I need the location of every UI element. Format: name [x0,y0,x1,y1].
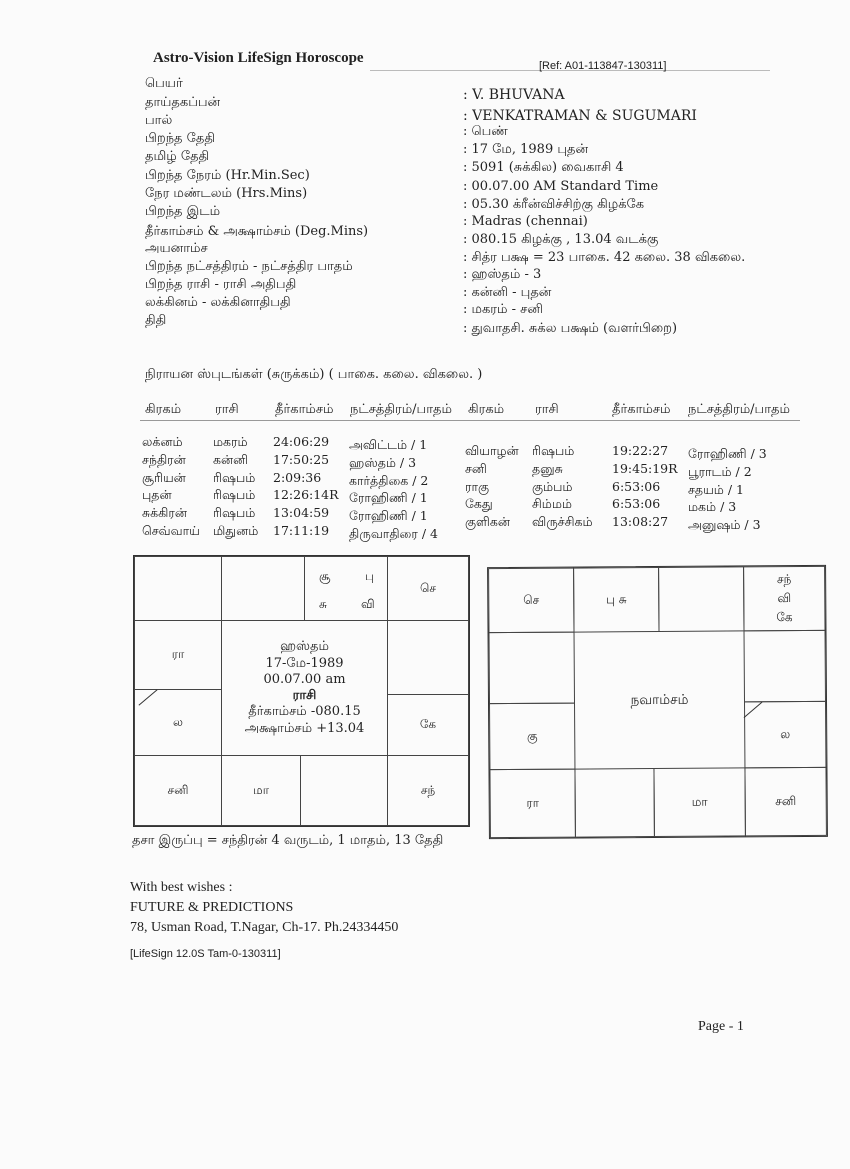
rasi-taurus-venus: சு [319,597,327,611]
right-row-2-longitude: 6:53:06 [612,478,661,494]
left-row-4-nakshatra: ரோஹிணி / 1 [349,508,428,524]
header-planet-right: கிரகம் [468,402,505,417]
detail-value-gender: : பெண் [463,124,508,139]
section-title: நிராயன ஸ்புடங்கள் (சுருக்கம்) ( பாகை. கலை. விகலை. ) [145,367,483,382]
left-row-3-longitude: 12:26:14R [273,487,339,503]
left-row-3-rasi: ரிஷபம் [213,487,256,503]
left-row-1-nakshatra: ஹஸ்தம் / 3 [349,454,417,470]
left-row-5-longitude: 17:11:19 [273,523,330,538]
right-row-2-rasi: கும்பம் [532,478,573,494]
left-row-2-planet: சூரியன் [142,469,186,485]
detail-value-tamil-date: : 5091 (சுக்கில) வைகாசி 4 [463,160,624,175]
navamsa-gemini-moon: சந் [776,571,792,586]
detail-value-name: : V. BHUVANA [463,87,565,103]
rasi-house-libra [300,755,388,826]
detail-value-parents: : VENKATRAMAN & SUGUMARI [463,108,697,124]
detail-label-ayanamsa: அயனாம்ச [145,241,208,256]
right-row-0-longitude: 19:22:27 [612,443,669,458]
rasi-house-leo: கே [387,694,469,756]
navamsa-house-sagittarius: ரா [489,769,575,839]
right-row-4-longitude: 13:08:27 [612,514,669,530]
right-row-4-rasi: விருச்சிகம் [532,514,593,530]
right-row-2-planet: ராகு [465,478,490,494]
navamsa-house-aquarius [489,632,576,705]
rasi-house-aquarius: ரா [134,620,222,690]
detail-label-lagna: லக்கினம் - லக்கினாதிபதி [145,295,291,310]
rasi-house-pisces [134,556,222,621]
detail-value-birthplace: : Madras (chennai) [463,214,588,229]
detail-value-dob: : 17 மே, 1989 புதன் [463,142,589,157]
software-version: [LifeSign 12.0S Tam-0-130311] [130,948,281,960]
reference-number: [Ref: A01-113847-130311] [539,60,667,72]
left-row-4-longitude: 13:04:59 [273,505,330,521]
rasi-center-time: 00.07.00 am [263,671,346,687]
header-nakshatra-right: நட்சத்திரம்/பாதம் [688,402,790,417]
left-row-1-planet: சந்திரன் [142,451,186,467]
rasi-house-aries [221,556,305,621]
header-longitude-right: தீர்காம்சம் [612,402,671,417]
left-row-2-longitude: 2:09:36 [273,469,322,485]
table-header-rule [140,420,800,421]
left-row-2-nakshatra: கார்த்திகை / 2 [349,472,429,488]
footer-company: FUTURE & PREDICTIONS [130,900,294,915]
left-row-0-nakshatra: அவிட்டம் / 1 [349,437,428,452]
navamsa-gemini-ketu: கே [776,610,793,625]
right-row-0-nakshatra: ரோஹிணி / 3 [688,446,767,461]
left-row-3-nakshatra: ரோஹிணி / 1 [349,490,428,506]
detail-label-timezone: நேர மண்டலம் (Hrs.Mins) [145,186,308,201]
rasi-house-gemini: செ [387,556,469,621]
navamsa-center-title: நவாம்சம் [630,691,689,708]
rasi-center-date: 17-மே-1989 [265,655,344,671]
navamsa-house-capricorn: கு [489,703,575,771]
navamsa-chart-center [575,631,745,768]
rasi-center-title: ராசி [292,688,317,703]
detail-value-lagna: : மகரம் - சனி [463,302,543,317]
left-row-5-rasi: மிதுனம் [213,523,259,538]
rasi-center-star: ஹஸ்தம் [280,639,329,655]
detail-label-tithi: திதி [145,313,167,328]
page-number: Page - 1 [698,1019,744,1034]
navamsa-house-cancer [744,630,827,703]
left-row-2-rasi: ரிஷபம் [213,469,256,485]
detail-label-gender: பால் [145,113,173,128]
right-row-2-nakshatra: சதயம் / 1 [688,481,744,497]
left-row-5-nakshatra: திருவாதிரை / 4 [349,526,438,541]
detail-value-birth-time: : 00.07.00 AM Standard Time [463,179,659,194]
navamsa-house-gemini [743,566,825,632]
rasi-taurus-jupiter: வி [361,597,375,611]
rasi-chart [133,555,470,827]
detail-label-birthplace: பிறந்த இடம் [145,204,221,219]
left-row-0-longitude: 24:06:29 [273,434,330,449]
header-rasi-right: ராசி [535,402,559,417]
navamsa-house-leo: ல [744,701,826,769]
rasi-house-virgo: சந் [387,755,469,826]
right-row-3-longitude: 6:53:06 [612,496,661,512]
rasi-house-scorpio: மா [221,755,301,826]
rasi-house-capricorn: ல [134,689,222,756]
header-nakshatra-left: நட்சத்திரம்/பாதம் [350,402,452,417]
right-row-3-nakshatra: மகம் / 3 [688,499,737,515]
right-row-4-nakshatra: அனுஷம் / 3 [688,517,761,533]
left-row-1-rasi: கன்னி [213,451,249,467]
right-row-1-planet: சனி [465,460,487,476]
left-row-3-planet: புதன் [142,487,172,503]
header-planet-left: கிரகம் [145,402,182,417]
detail-value-coordinates: : 080.15 கிழக்கு , 13.04 வடக்கு [463,232,659,247]
navamsa-house-libra: மா [653,767,745,837]
rasi-center-longitude: தீர்காம்சம் -080.15 [248,704,361,720]
left-row-4-rasi: ரிஷபம் [213,505,256,521]
navamsa-gemini-jupiter: வி [777,590,792,606]
detail-label-name: பெயர் [145,76,183,91]
right-row-3-rasi: சிம்மம் [532,496,572,512]
detail-value-nakshatra: : ஹஸ்தம் - 3 [463,267,542,282]
left-row-5-planet: செவ்வாய் [142,523,200,538]
detail-label-tamil-date: தமிழ் தேதி [145,149,210,164]
right-row-0-rasi: ரிஷபம் [532,443,575,458]
right-row-4-planet: குளிகன் [465,514,510,530]
left-row-4-planet: சுக்கிரன் [142,505,187,521]
footer-address: 78, Usman Road, T.Nagar, Ch-17. Ph.24334450 [130,920,399,935]
navamsa-house-taurus [658,566,744,632]
detail-value-ayanamsa: : சித்ர பக்ஷ = 23 பாகை. 42 கலை. 38 விகலை. [463,250,746,265]
rasi-house-taurus [304,556,388,621]
rasi-taurus-sun: சூ [319,569,331,583]
right-row-1-nakshatra: பூராடம் / 2 [688,463,752,479]
navamsa-house-virgo: சனி [744,767,826,837]
detail-label-rasi: பிறந்த ராசி - ராசி அதிபதி [145,277,297,292]
navamsa-house-scorpio [574,768,654,838]
detail-value-tithi: : துவாதசி. சுக்ல பக்ஷம் (வளர்பிறை) [463,321,678,336]
detail-label-coordinates: தீர்காம்சம் & அக்ஷாம்சம் (Deg.Mins) [145,224,369,239]
right-row-3-planet: கேது [465,496,493,512]
rasi-house-sagittarius: சனி [134,755,222,826]
navamsa-chart [487,565,828,839]
dasa-balance: தசா இருப்பு = சந்திரன் 4 வருடம், 1 மாதம், 13 தேதி [132,833,444,848]
header-rasi-left: ராசி [215,402,239,417]
detail-label-parents: தாய்தகப்பன் [145,95,221,110]
footer-wishes: With best wishes : [130,880,233,895]
rasi-chart-center [222,621,387,755]
header-longitude-left: தீர்காம்சம் [275,402,334,417]
left-row-0-planet: லக்னம் [142,434,183,449]
detail-label-birth-time: பிறந்த நேரம் (Hr.Min.Sec) [145,168,310,183]
right-row-0-planet: வியாழன் [465,443,519,458]
detail-label-dob: பிறந்த தேதி [145,131,215,146]
right-row-1-rasi: தனுசு [532,460,563,476]
rasi-house-cancer [387,620,469,695]
left-row-1-longitude: 17:50:25 [273,451,330,467]
navamsa-house-pisces: செ [488,568,574,634]
navamsa-house-aries: பு சு [573,567,659,633]
left-row-0-rasi: மகரம் [213,434,248,449]
document-title: Astro-Vision LifeSign Horoscope [153,50,364,66]
detail-value-timezone: : 05.30 க்ரீன்விச்சிற்கு கிழக்கே [463,197,645,212]
rasi-taurus-mercury: பு [365,569,374,583]
detail-value-rasi: : கன்னி - புதன் [463,285,552,300]
detail-label-nakshatra: பிறந்த நட்சத்திரம் - நட்சத்திர பாதம் [145,259,353,274]
rasi-center-latitude: அக்ஷாம்சம் +13.04 [244,720,365,736]
right-row-1-longitude: 19:45:19R [612,460,678,476]
